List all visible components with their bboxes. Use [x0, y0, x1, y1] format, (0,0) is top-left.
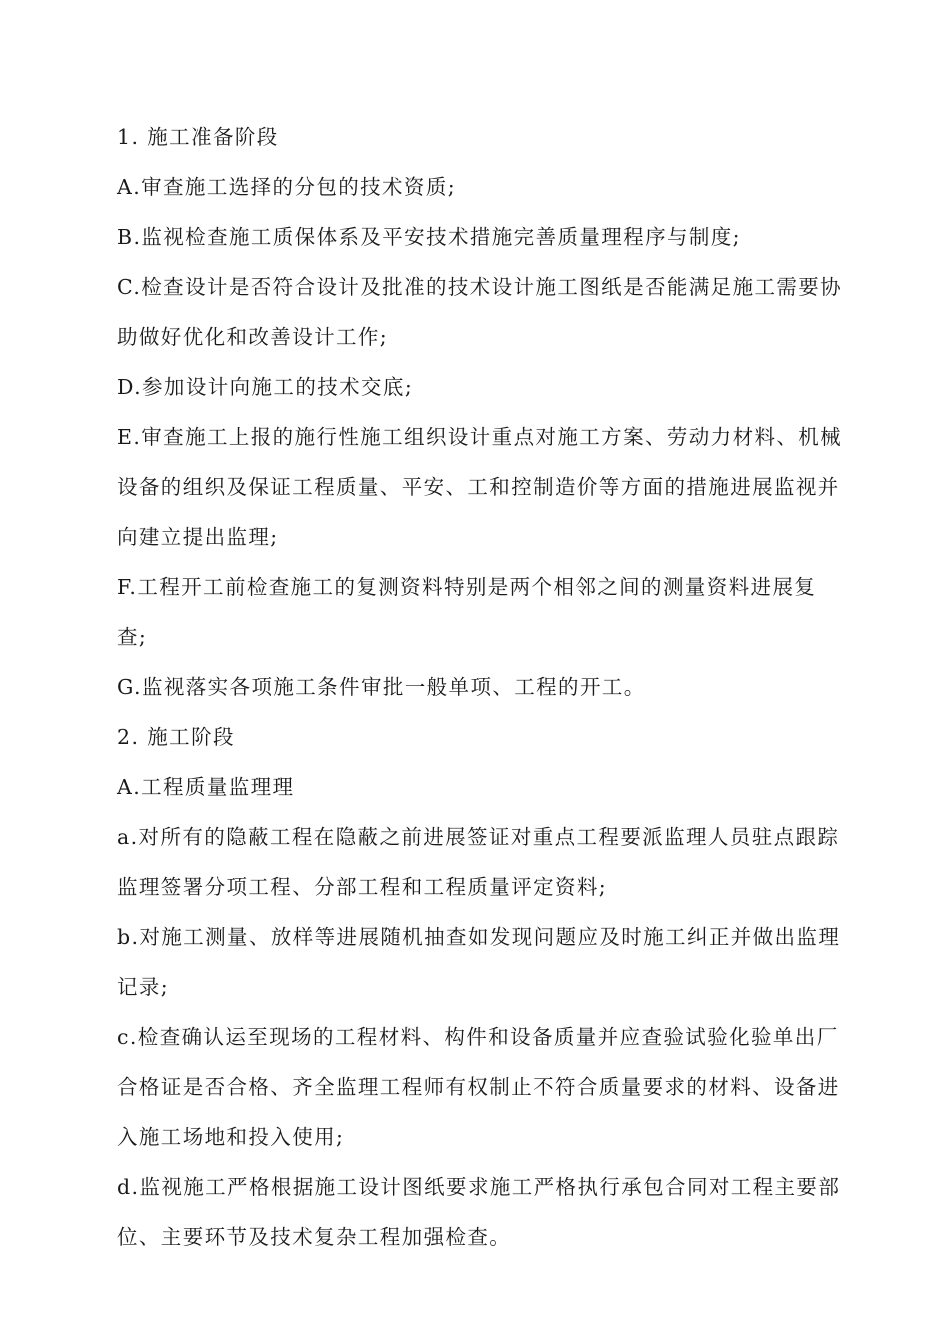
text-line: 助做好优化和改善设计工作;	[117, 325, 389, 349]
text-line: B.监视检查施工质保体系及平安技术措施完善质量理程序与制度;	[117, 225, 741, 249]
text-line: F.工程开工前检查施工的复测资料特别是两个相邻之间的测量资料进展复	[117, 575, 817, 599]
text-line: C.检查设计是否符合设计及批准的技术设计施工图纸是否能满足施工需要协	[117, 275, 843, 299]
text-line: a.对所有的隐蔽工程在隐蔽之前进展签证对重点工程要派监理人员驻点跟踪	[117, 825, 840, 849]
text-line: b.对施工测量、放样等进展随机抽查如发现问题应及时施工纠正并做出监理	[117, 925, 841, 949]
text-line: 监理签署分项工程、分部工程和工程质量评定资料;	[117, 875, 608, 899]
text-line: 记录;	[117, 975, 170, 999]
text-line: d.监视施工严格根据施工设计图纸要求施工严格执行承包合同对工程主要部	[117, 1175, 841, 1199]
section-heading-preparation: 1. 施工准备阶段	[117, 125, 279, 149]
text-line: A.审查施工选择的分包的技术资质;	[117, 175, 457, 199]
subsection-heading-quality: A.工程质量监理理	[117, 775, 295, 799]
text-line: 查;	[117, 625, 148, 649]
document-body	[117, 112, 862, 1262]
text-line: 入施工场地和投入使用;	[117, 1125, 345, 1149]
text-line: 合格证是否合格、齐全监理工程师有权制止不符合质量要求的材料、设备进	[117, 1075, 840, 1099]
section-heading-construction: 2. 施工阶段	[117, 725, 235, 749]
text-line: 设备的组织及保证工程质量、平安、工和控制造价等方面的措施进展监视并	[117, 475, 840, 499]
text-line: D.参加设计向施工的技术交底;	[117, 375, 414, 399]
text-line: G.监视落实各项施工条件审批一般单项、工程的开工。	[117, 675, 646, 699]
text-line: c.检查确认运至现场的工程材料、构件和设备质量并应查验试验化验单出厂	[117, 1025, 839, 1049]
text-line: 位、主要环节及技术复杂工程加强检查。	[117, 1225, 512, 1249]
text-line: 向建立提出监理;	[117, 525, 279, 549]
text-line: E.审查施工上报的施行性施工组织设计重点对施工方案、劳动力材料、机械	[117, 425, 843, 449]
